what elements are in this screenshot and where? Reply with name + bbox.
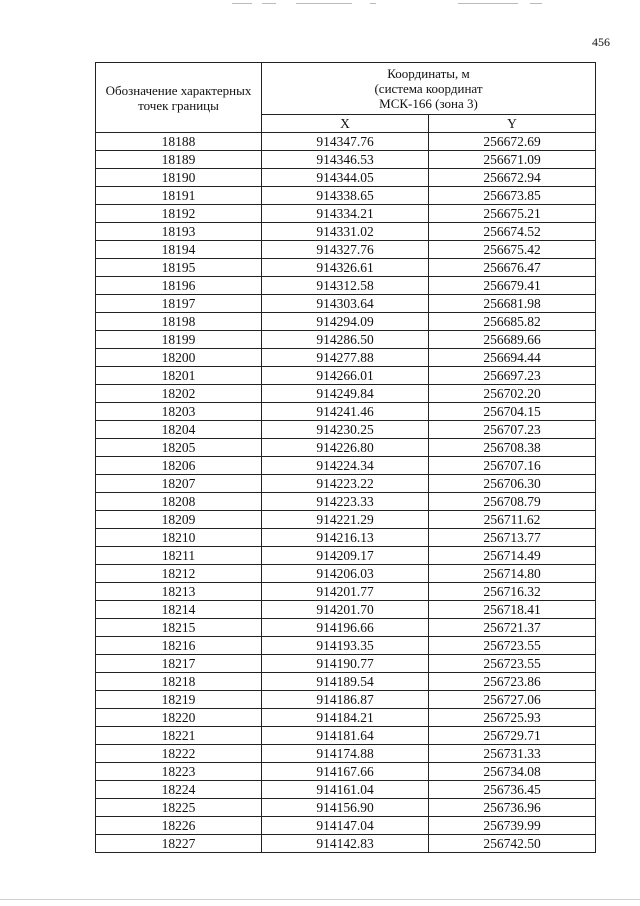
point-id-cell: 18214 — [96, 601, 262, 619]
x-coordinate-cell: 914223.22 — [262, 475, 429, 493]
table-row — [96, 835, 596, 853]
y-coordinate-cell: 256671.09 — [429, 151, 596, 169]
point-id-cell: 18219 — [96, 691, 262, 709]
x-coordinate-cell: 914241.46 — [262, 403, 429, 421]
x-coordinate-cell: 914174.88 — [262, 745, 429, 763]
point-id-cell: 18207 — [96, 475, 262, 493]
table-body — [96, 133, 596, 853]
x-coordinate-cell: 914294.09 — [262, 313, 429, 331]
table-row — [96, 133, 596, 151]
point-id-cell: 18199 — [96, 331, 262, 349]
point-id-cell: 18213 — [96, 583, 262, 601]
x-coordinate-cell: 914167.66 — [262, 763, 429, 781]
table-row — [96, 385, 596, 403]
x-coordinate-cell: 914196.66 — [262, 619, 429, 637]
x-coordinate-cell: 914224.34 — [262, 457, 429, 475]
y-coordinate-cell: 256672.94 — [429, 169, 596, 187]
point-id-cell: 18223 — [96, 763, 262, 781]
x-coordinate-cell: 914201.77 — [262, 583, 429, 601]
point-id-cell: 18198 — [96, 313, 262, 331]
table-row — [96, 475, 596, 493]
y-coordinate-cell: 256723.86 — [429, 673, 596, 691]
x-coordinate-cell: 914277.88 — [262, 349, 429, 367]
table-row — [96, 781, 596, 799]
coordinates-table — [95, 62, 596, 853]
y-coordinate-cell: 256736.96 — [429, 799, 596, 817]
y-coordinate-cell: 256707.23 — [429, 421, 596, 439]
table-row — [96, 295, 596, 313]
y-coordinate-cell: 256729.71 — [429, 727, 596, 745]
x-coordinate-cell: 914221.29 — [262, 511, 429, 529]
point-id-cell: 18225 — [96, 799, 262, 817]
header-coordinates — [262, 63, 596, 115]
point-id-cell: 18190 — [96, 169, 262, 187]
x-coordinate-cell: 914226.80 — [262, 439, 429, 457]
table-row — [96, 655, 596, 673]
table-row — [96, 187, 596, 205]
point-id-cell: 18212 — [96, 565, 262, 583]
table-row — [96, 763, 596, 781]
x-coordinate-cell: 914186.87 — [262, 691, 429, 709]
point-id-cell: 18226 — [96, 817, 262, 835]
x-coordinate-cell: 914249.84 — [262, 385, 429, 403]
y-coordinate-cell: 256689.66 — [429, 331, 596, 349]
y-coordinate-cell: 256685.82 — [429, 313, 596, 331]
y-coordinate-cell: 256675.21 — [429, 205, 596, 223]
x-coordinate-cell: 914266.01 — [262, 367, 429, 385]
y-coordinate-cell: 256716.32 — [429, 583, 596, 601]
header-y: Y — [429, 115, 596, 133]
point-id-cell: 18205 — [96, 439, 262, 457]
table-row — [96, 745, 596, 763]
table-row — [96, 709, 596, 727]
point-id-cell: 18209 — [96, 511, 262, 529]
y-coordinate-cell: 256725.93 — [429, 709, 596, 727]
x-coordinate-cell: 914312.58 — [262, 277, 429, 295]
x-coordinate-cell: 914327.76 — [262, 241, 429, 259]
y-coordinate-cell: 256676.47 — [429, 259, 596, 277]
y-coordinate-cell: 256708.79 — [429, 493, 596, 511]
x-coordinate-cell: 914216.13 — [262, 529, 429, 547]
point-id-cell: 18195 — [96, 259, 262, 277]
x-coordinate-cell: 914326.61 — [262, 259, 429, 277]
table-row — [96, 169, 596, 187]
table-row — [96, 817, 596, 835]
header-coordinates-line: Координаты, м — [387, 66, 470, 81]
point-id-cell: 18211 — [96, 547, 262, 565]
table-row — [96, 349, 596, 367]
table-row — [96, 421, 596, 439]
point-id-cell: 18191 — [96, 187, 262, 205]
point-id-cell: 18192 — [96, 205, 262, 223]
header-coordinates-line: МСК-166 (зона 3) — [379, 96, 478, 111]
point-id-cell: 18200 — [96, 349, 262, 367]
point-id-cell: 18222 — [96, 745, 262, 763]
table-row — [96, 727, 596, 745]
x-coordinate-cell: 914147.04 — [262, 817, 429, 835]
point-id-cell: 18197 — [96, 295, 262, 313]
y-coordinate-cell: 256734.08 — [429, 763, 596, 781]
x-coordinate-cell: 914193.35 — [262, 637, 429, 655]
y-coordinate-cell: 256711.62 — [429, 511, 596, 529]
y-coordinate-cell: 256697.23 — [429, 367, 596, 385]
y-coordinate-cell: 256704.15 — [429, 403, 596, 421]
x-coordinate-cell: 914189.54 — [262, 673, 429, 691]
table-row — [96, 241, 596, 259]
scan-artifact — [370, 3, 376, 4]
y-coordinate-cell: 256673.85 — [429, 187, 596, 205]
point-id-cell: 18210 — [96, 529, 262, 547]
table-row — [96, 223, 596, 241]
page-number: 456 — [592, 35, 610, 49]
scan-artifact — [458, 3, 518, 4]
x-coordinate-cell: 914223.33 — [262, 493, 429, 511]
y-coordinate-cell: 256708.38 — [429, 439, 596, 457]
y-coordinate-cell: 256675.42 — [429, 241, 596, 259]
y-coordinate-cell: 256706.30 — [429, 475, 596, 493]
scan-edge — [0, 899, 640, 900]
y-coordinate-cell: 256714.80 — [429, 565, 596, 583]
y-coordinate-cell: 256731.33 — [429, 745, 596, 763]
table-row — [96, 619, 596, 637]
point-id-cell: 18196 — [96, 277, 262, 295]
table-row — [96, 277, 596, 295]
point-id-cell: 18208 — [96, 493, 262, 511]
x-coordinate-cell: 914201.70 — [262, 601, 429, 619]
x-coordinate-cell: 914184.21 — [262, 709, 429, 727]
x-coordinate-cell: 914161.04 — [262, 781, 429, 799]
x-coordinate-cell: 914206.03 — [262, 565, 429, 583]
scan-artifact — [296, 3, 352, 4]
point-id-cell: 18221 — [96, 727, 262, 745]
table-row — [96, 313, 596, 331]
header-x: X — [262, 115, 429, 133]
scan-artifact — [262, 3, 276, 4]
table-row — [96, 673, 596, 691]
point-id-cell: 18218 — [96, 673, 262, 691]
table-row — [96, 583, 596, 601]
point-id-cell: 18203 — [96, 403, 262, 421]
y-coordinate-cell: 256723.55 — [429, 637, 596, 655]
y-coordinate-cell: 256713.77 — [429, 529, 596, 547]
y-coordinate-cell: 256727.06 — [429, 691, 596, 709]
table-row — [96, 529, 596, 547]
y-coordinate-cell: 256723.55 — [429, 655, 596, 673]
point-id-cell: 18215 — [96, 619, 262, 637]
point-id-cell: 18220 — [96, 709, 262, 727]
point-id-cell: 18201 — [96, 367, 262, 385]
table-row — [96, 331, 596, 349]
x-coordinate-cell: 914344.05 — [262, 169, 429, 187]
point-id-cell: 18224 — [96, 781, 262, 799]
scan-artifact — [232, 3, 252, 4]
y-coordinate-cell: 256694.44 — [429, 349, 596, 367]
y-coordinate-cell: 256742.50 — [429, 835, 596, 853]
table-row — [96, 493, 596, 511]
header-coordinates-line: (система координат — [374, 81, 483, 96]
scan-artifact — [530, 3, 542, 4]
table-row — [96, 637, 596, 655]
x-coordinate-cell: 914334.21 — [262, 205, 429, 223]
point-id-cell: 18202 — [96, 385, 262, 403]
point-id-cell: 18216 — [96, 637, 262, 655]
point-id-cell: 18204 — [96, 421, 262, 439]
x-coordinate-cell: 914338.65 — [262, 187, 429, 205]
y-coordinate-cell: 256739.99 — [429, 817, 596, 835]
table-row — [96, 205, 596, 223]
y-coordinate-cell: 256679.41 — [429, 277, 596, 295]
table-row — [96, 457, 596, 475]
point-id-cell: 18189 — [96, 151, 262, 169]
table-row — [96, 511, 596, 529]
x-coordinate-cell: 914230.25 — [262, 421, 429, 439]
table-row — [96, 259, 596, 277]
table-row — [96, 601, 596, 619]
x-coordinate-cell: 914286.50 — [262, 331, 429, 349]
table-row — [96, 367, 596, 385]
x-coordinate-cell: 914346.53 — [262, 151, 429, 169]
table-row — [96, 151, 596, 169]
y-coordinate-cell: 256681.98 — [429, 295, 596, 313]
table-row — [96, 439, 596, 457]
x-coordinate-cell: 914142.83 — [262, 835, 429, 853]
y-coordinate-cell: 256672.69 — [429, 133, 596, 151]
y-coordinate-cell: 256736.45 — [429, 781, 596, 799]
x-coordinate-cell: 914331.02 — [262, 223, 429, 241]
x-coordinate-cell: 914303.64 — [262, 295, 429, 313]
table-row — [96, 691, 596, 709]
header-point-designation: Обозначение характерных точек границы — [96, 63, 262, 133]
x-coordinate-cell: 914190.77 — [262, 655, 429, 673]
x-coordinate-cell: 914347.76 — [262, 133, 429, 151]
y-coordinate-cell: 256707.16 — [429, 457, 596, 475]
y-coordinate-cell: 256674.52 — [429, 223, 596, 241]
point-id-cell: 18206 — [96, 457, 262, 475]
point-id-cell: 18194 — [96, 241, 262, 259]
table-row — [96, 799, 596, 817]
point-id-cell: 18188 — [96, 133, 262, 151]
table-row — [96, 403, 596, 421]
table-row — [96, 565, 596, 583]
point-id-cell: 18193 — [96, 223, 262, 241]
y-coordinate-cell: 256702.20 — [429, 385, 596, 403]
x-coordinate-cell: 914209.17 — [262, 547, 429, 565]
y-coordinate-cell: 256721.37 — [429, 619, 596, 637]
table-row — [96, 547, 596, 565]
point-id-cell: 18227 — [96, 835, 262, 853]
y-coordinate-cell: 256714.49 — [429, 547, 596, 565]
y-coordinate-cell: 256718.41 — [429, 601, 596, 619]
x-coordinate-cell: 914181.64 — [262, 727, 429, 745]
x-coordinate-cell: 914156.90 — [262, 799, 429, 817]
point-id-cell: 18217 — [96, 655, 262, 673]
